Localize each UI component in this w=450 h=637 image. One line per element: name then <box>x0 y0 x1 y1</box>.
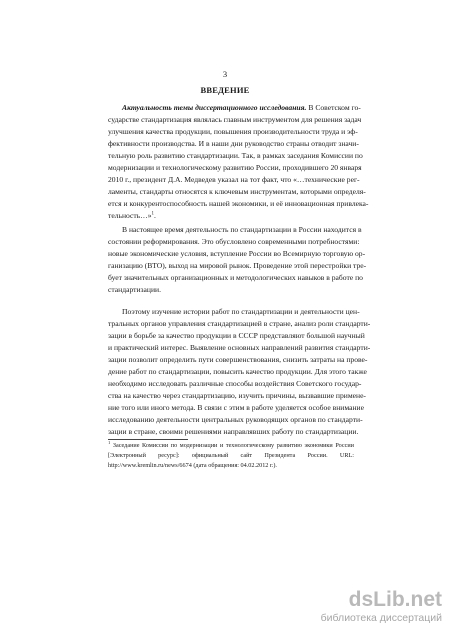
text-line: зации в борьбе за качество продукции в СССР представляют большой научный <box>108 331 365 340</box>
footnote <box>108 441 354 471</box>
text-line: состоянии реформирования. Это обусловлено современными потребностями: <box>108 237 360 246</box>
watermark-brand: dsLib <box>348 588 405 611</box>
text-line: ламенты, стандарты относятся к ключевым инструментам, которыми определя- <box>108 187 366 196</box>
text-line: зации позволит определить пути совершенствования, снизить затраты на прове- <box>108 355 368 364</box>
paragraph-relevance <box>108 102 369 222</box>
lead-phrase: Актуальность темы диссертационного исследования. <box>122 103 307 112</box>
text-line: модернизации и технологическому развитию России, проходившего 20 января <box>108 163 362 172</box>
text-line: ганизацию (ВТО), выход на мировой рынок. Проведение этой перестройки тре- <box>108 261 367 270</box>
page-number: 3 <box>222 69 228 79</box>
watermark-subtitle: библиотека диссертаций <box>320 612 442 624</box>
paragraph-current-state <box>108 224 367 296</box>
text-line: В настоящее время деятельность по стандартизации в России находится в <box>122 225 362 234</box>
text-line: улучшения качества продукции, повышения производительности труда и эф- <box>108 127 358 136</box>
watermark-logo <box>262 588 442 612</box>
paragraph-research-purpose <box>108 306 371 438</box>
text-line: бует значительных организационных и методологических навыков в работе по <box>108 273 363 282</box>
footnote-line: [Электронный ресурс]: официальный сайт Президента России. URL: <box>108 452 354 459</box>
text-line: фективности производства. И в наши дни руководство страны отводит значи- <box>108 139 359 148</box>
text-line: новые экономические условия, вступление России во Всемирную торговую ор- <box>108 249 366 258</box>
footnote-line: $^1$ Заседание Комиссии по модернизации и технологическому развитию экономики России <box>108 439 354 449</box>
watermark <box>262 588 442 625</box>
text-line: необходимо исследовать различные способы воздействия Советского государ- <box>108 379 362 388</box>
text-line: ства на качество через стандартизацию, изучить причины, вызвавшие примене- <box>108 391 366 400</box>
footnote-separator <box>108 439 188 440</box>
text-line: стандартизации. <box>108 285 161 294</box>
text-line: и практический интерес. Выявление основных направлений развития стандарти- <box>108 343 371 352</box>
watermark-tld: .net <box>404 588 442 611</box>
text-line: дение работ по стандартизации, повысить качество продукции. Для этого также <box>108 367 367 376</box>
section-heading: ВВЕДЕНИЕ <box>200 85 250 95</box>
text-line: Поэтому изучение истории работ по стандартизации и деятельности цен- <box>122 307 360 316</box>
text-line: исследованию деятельности центральных руководящих органов по стандарти- <box>108 415 363 424</box>
text-line: Актуальность темы диссертационного исследования. В Советском го- <box>122 103 361 112</box>
text-line: тельность…»$^1$. <box>108 211 156 220</box>
text-line: тельную роль развитию стандартизации. Так, в рамках заседания Комиссии по <box>108 151 363 160</box>
footnote-mark: 1 <box>108 439 111 445</box>
text-line: тральных органов управления стандартизацией в стране, анализ роли стандарти- <box>108 319 371 328</box>
text-line: сударстве стандартизация являлась главным инструментом для решения задач <box>108 115 362 124</box>
text-line: ется и конкурентоспособность нашей экономики, и её инновационная привлека- <box>108 199 369 208</box>
footnote-reference[interactable]: 1 <box>151 211 155 217</box>
text-line: зации в стране, своими решениями направлявших работу по стандартизации. <box>108 427 359 436</box>
footnote-line: http://www.kremlin.ru/news/6674 (дата обращения: 04.02.2012 г.). <box>108 462 277 469</box>
text-line: 2010 г., президент Д.А. Медведев указал на тот факт, что «…технические рег- <box>108 175 360 184</box>
text-line: ние того или иного метода. В связи с этим в работе уделяется особое внимание <box>108 403 364 412</box>
